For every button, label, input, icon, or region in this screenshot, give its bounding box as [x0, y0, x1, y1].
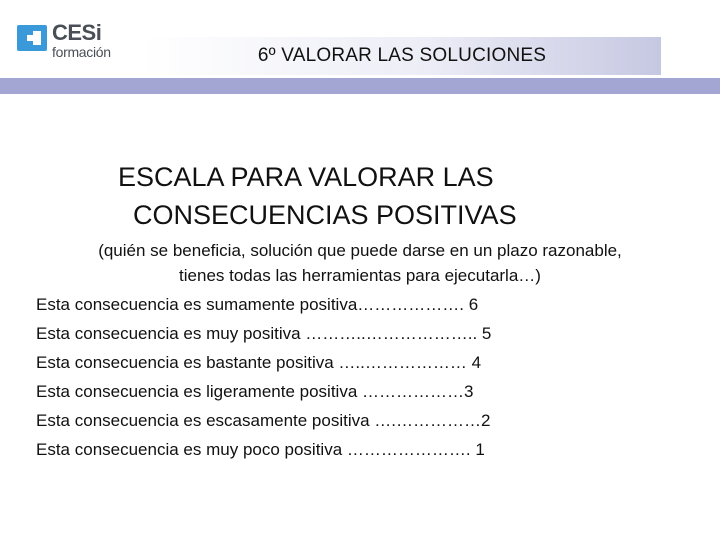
scale-item-1: Esta consecuencia es muy poco positiva …………………. 1 [36, 440, 485, 459]
scale-list [36, 290, 696, 464]
cesi-logo [16, 22, 128, 62]
intro-line-2: tienes todas las herramientas para ejecutarla…) [179, 266, 541, 285]
page-title: 6º VALORAR LAS SOLUCIONES [257, 45, 547, 66]
scale-item-6: Esta consecuencia es sumamente positiva………………. 6 [36, 295, 479, 314]
slide-heading [0, 158, 720, 234]
heading-line-1: ESCALA PARA VALORAR LAS [118, 162, 494, 192]
scale-item-4: Esta consecuencia es bastante positiva …..……………… 4 [36, 353, 482, 372]
intro-line-1: (quién se beneficia, solución que puede darse en un plazo razonable, [98, 241, 622, 260]
logo-brand-text: CESi [52, 20, 102, 45]
intro-text [20, 238, 700, 288]
heading-line-2: CONSECUENCIAS POSITIVAS [133, 200, 517, 230]
scale-item-5: Esta consecuencia es muy positiva ………..……………….. 5 [36, 324, 492, 343]
logo-subtitle-text: formación [52, 44, 111, 60]
scale-item-2: Esta consecuencia es escasamente positiva ….……………2 [36, 411, 491, 430]
cesi-logo-mark-icon [16, 24, 48, 52]
scale-item-3: Esta consecuencia es ligeramente positiva ………………3 [36, 382, 474, 401]
header-rule [0, 78, 720, 94]
